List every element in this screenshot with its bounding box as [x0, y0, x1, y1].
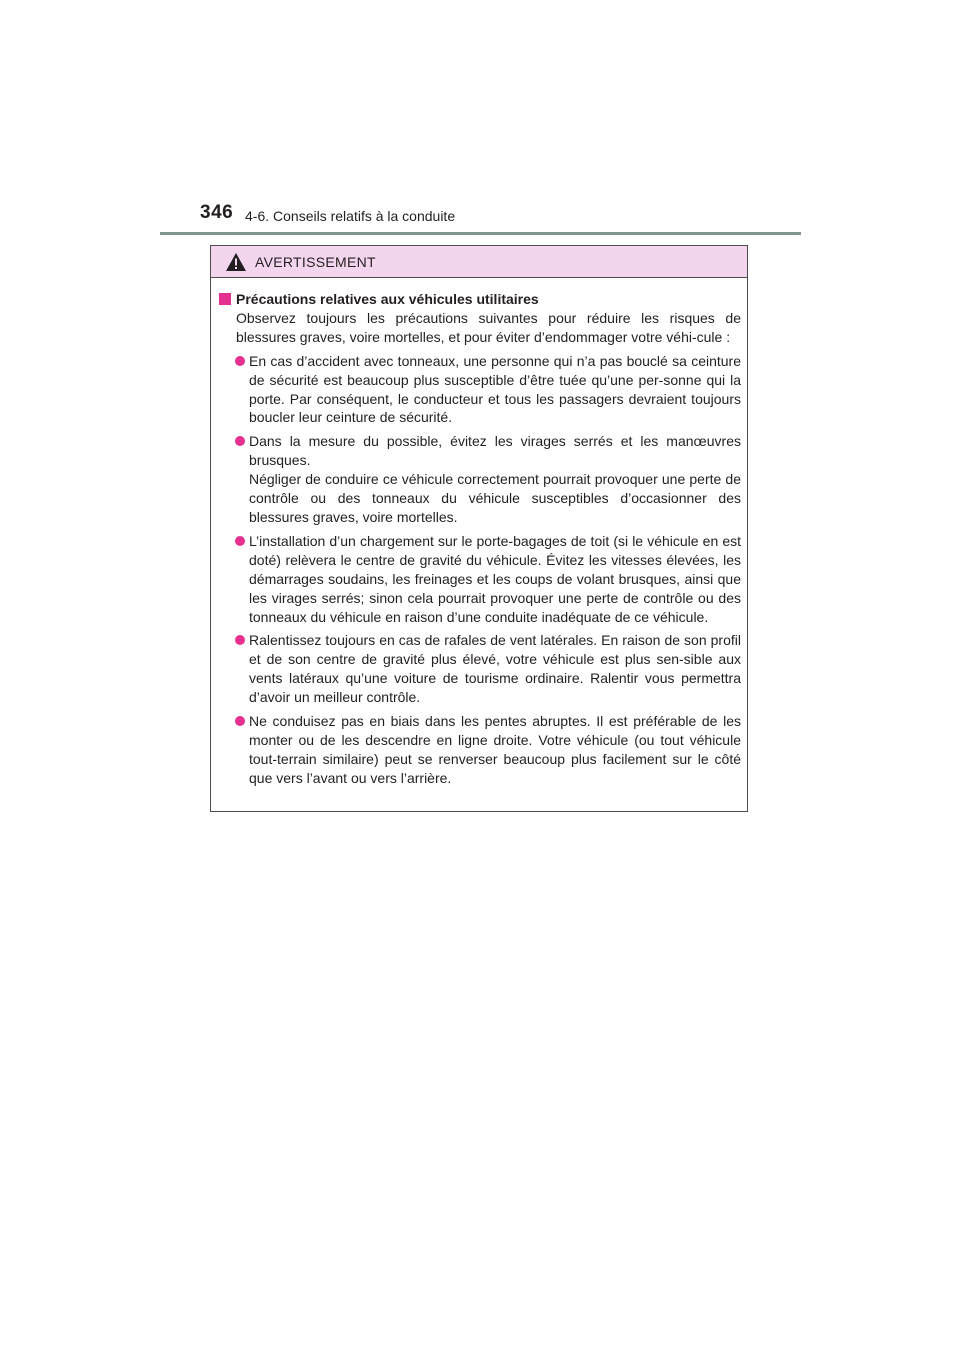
list-item-text: En cas d’accident avec tonneaux, une personne qui n’a pas bouclé sa ceinture de sécurité est beaucoup plus susceptible d’être tuée qu’une per-sonne qui la porte. Par conséquent, le conducteur et tous les passagers devraient toujours boucler leur ceinture de sécurité.: [249, 352, 741, 426]
warning-header: [211, 246, 747, 278]
page-number: 346: [200, 202, 234, 223]
list-item: [219, 432, 741, 527]
heading-text: Précautions relatives aux véhicules utilitaires: [236, 291, 539, 307]
list-item-text: Ne conduisez pas en biais dans les pentes abruptes. Il est préférable de les monter ou de les descendre en ligne droite. Votre véhicule (ou tout véhicule tout-terrain similaire) peut se renverser beaucoup plus facilement sur le côté que vers l’avant ou vers l’arrière.: [249, 713, 741, 786]
bullet-dot-icon: [235, 436, 245, 446]
bullet-dot-icon: [235, 716, 245, 726]
list-item: [219, 631, 741, 707]
list-item-text-continued: Négliger de conduire ce véhicule correctement pourrait provoquer une perte de contrôle ou des tonneaux du véhicule susceptibles d’occasionner des blessures graves, voire mortelles.: [249, 471, 741, 525]
list-item: [219, 532, 741, 627]
list-item-text: L’installation d’un chargement sur le porte-bagages de toit (si le véhicule en est doté) relèvera le centre de gravité du véhicule. Évitez les vitesses élevées, les démarrages soudains, les freinages et les coups de volant brusques, ainsi que les virages serrés; sinon cela pourrait provoquer une perte de contrôle ou des tonneaux du véhicule en raison d’une conduite inadéquate de ce véhicule.: [249, 532, 741, 625]
warning-label: AVERTISSEMENT: [255, 253, 376, 270]
intro-paragraph: Observez toujours les précautions suivantes pour réduire les risques de blessures graves, voire mortelles, et pour éviter d’endommager votre véhi-cule :: [236, 309, 741, 345]
bullet-dot-icon: [235, 635, 245, 645]
bullet-list: [219, 352, 741, 788]
list-item: [219, 352, 741, 428]
list-item-text: Dans la mesure du possible, évitez les virages serrés et les manœuvres brusques.: [249, 433, 741, 469]
section-title: 4-6. Conseils relatifs à la conduite: [245, 208, 456, 224]
bullet-dot-icon: [235, 536, 245, 546]
section-heading: [219, 290, 741, 309]
bullet-dot-icon: [235, 356, 245, 366]
square-bullet-icon: [219, 293, 231, 305]
header-rule: [160, 232, 801, 235]
warning-body: [211, 278, 747, 788]
list-item: [219, 712, 741, 788]
warning-box: [210, 245, 748, 812]
list-item-text: Ralentissez toujours en cas de rafales de vent latérales. En raison de son profil et de son centre de gravité plus élevé, votre véhicule est plus sen-sible aux vents latéraux qu’une voiture de tourisme ordinaire. Ralentir vous permettra d’avoir un meilleur contrôle.: [249, 632, 741, 706]
warning-triangle-icon: [225, 252, 247, 272]
